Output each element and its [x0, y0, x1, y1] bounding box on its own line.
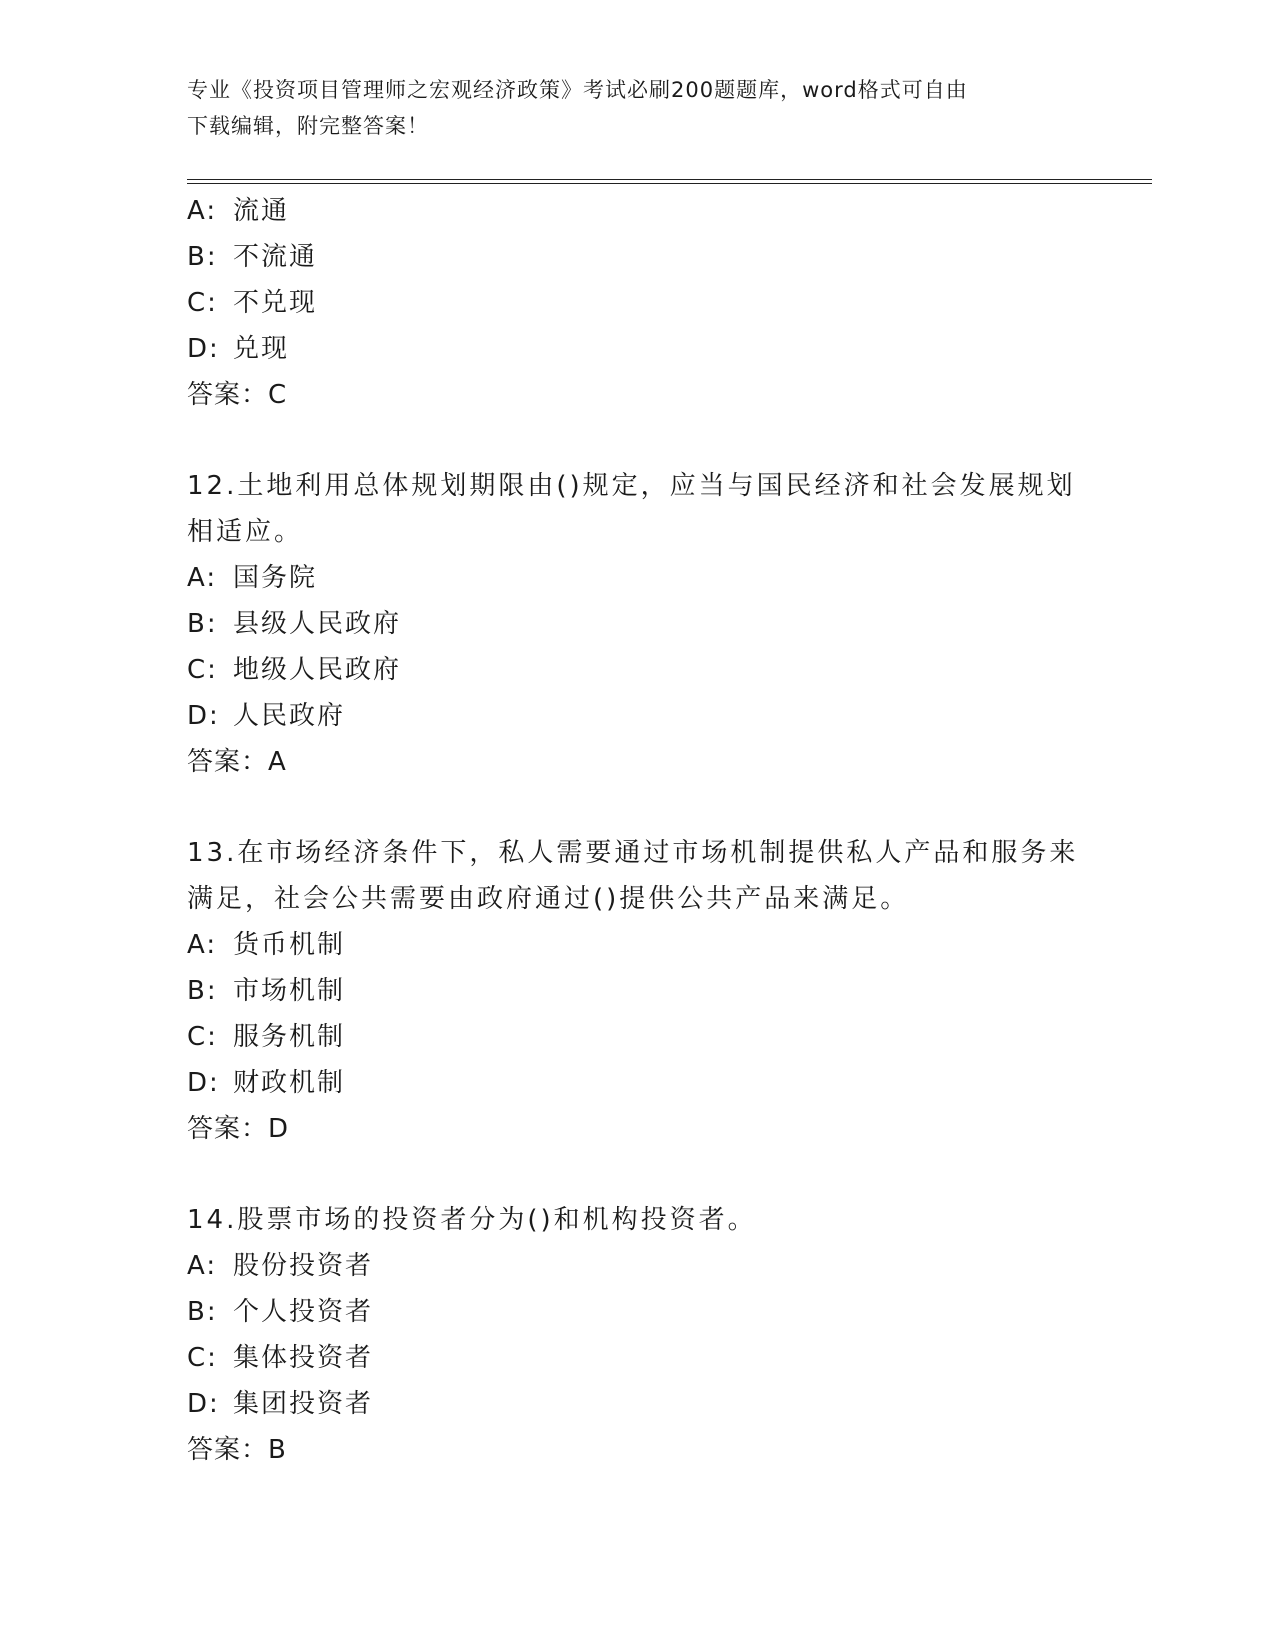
question-text-line: 12.土地利用总体规划期限由()规定，应当与国民经济和社会发展规划 [187, 471, 1076, 501]
option-a: A: 流通 [187, 196, 290, 226]
header-line-2: 下载编辑，附完整答案！ [187, 114, 429, 138]
question-list [187, 188, 1087, 1473]
option-d: D: 兑现 [187, 334, 290, 364]
question-text-line: 相适应。 [187, 517, 304, 547]
question-text-line: 满足，社会公共需要由政府通过()提供公共产品来满足。 [187, 884, 910, 914]
answer-line: 答案：C [187, 380, 288, 410]
option-c: C: 集体投资者 [187, 1343, 374, 1373]
answer-line: 答案：D [187, 1114, 290, 1144]
answer-line: 答案：A [187, 747, 287, 777]
header-line-1: 专业《投资项目管理师之宏观经济政策》考试必刷200题题库，word格式可自由 [187, 78, 968, 102]
header-rule-top [187, 179, 1152, 180]
document-header [187, 72, 1087, 144]
option-d: D: 集团投资者 [187, 1389, 374, 1419]
option-b: B: 不流通 [187, 242, 318, 272]
header-rule-bottom [187, 183, 1152, 184]
option-c: C: 服务机制 [187, 1022, 346, 1052]
option-b: B: 市场机制 [187, 976, 346, 1006]
question-text-line: 13.在市场经济条件下，私人需要通过市场机制提供私人产品和服务来 [187, 838, 1079, 868]
option-c: C: 不兑现 [187, 288, 318, 318]
option-d: D: 人民政府 [187, 701, 346, 731]
question-block-13 [187, 830, 1087, 1152]
option-a: A: 货币机制 [187, 930, 346, 960]
answer-line: 答案：B [187, 1435, 287, 1465]
question-block-12 [187, 463, 1087, 785]
option-c: C: 地级人民政府 [187, 655, 402, 685]
option-a: A: 国务院 [187, 563, 318, 593]
option-b: B: 县级人民政府 [187, 609, 402, 639]
question-text-line: 14.股票市场的投资者分为()和机构投资者。 [187, 1205, 757, 1235]
option-a: A: 股份投资者 [187, 1251, 374, 1281]
option-d: D: 财政机制 [187, 1068, 346, 1098]
option-b: B: 个人投资者 [187, 1297, 374, 1327]
question-block-partial [187, 188, 1087, 418]
question-block-14 [187, 1197, 1087, 1473]
